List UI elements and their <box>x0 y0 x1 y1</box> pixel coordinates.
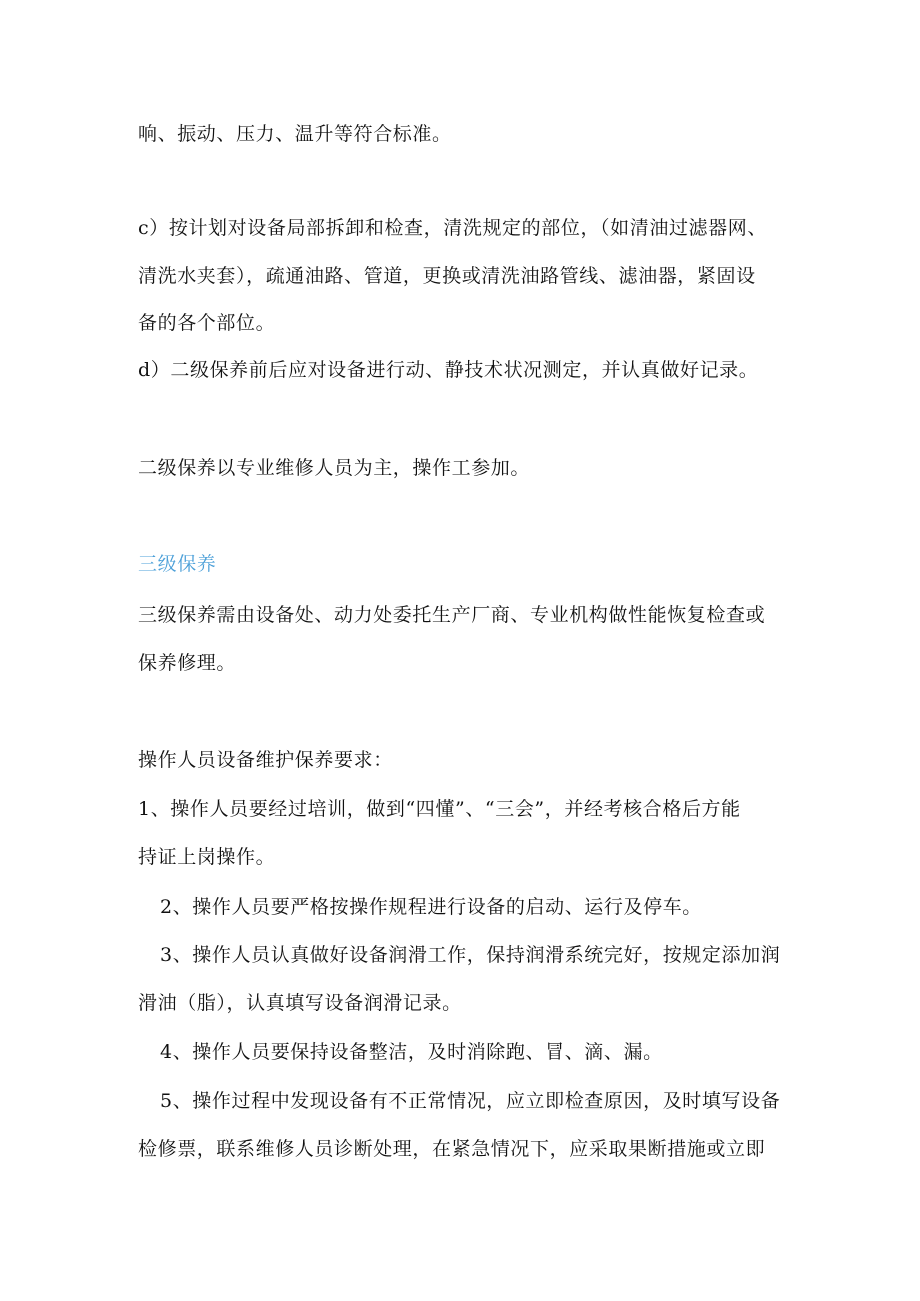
list-item-line: 5、操作过程中发现设备有不正常情况，应立即检查原因，及时填写设备 <box>160 1090 781 1112</box>
list-item-line: 持证上岗操作。 <box>138 846 276 868</box>
paragraph-line: 操作人员设备维护保养要求： <box>138 749 393 771</box>
paragraph-line: 二级保养以专业维修人员为主，操作工参加。 <box>138 457 531 479</box>
section-heading: 三级保养 <box>138 553 217 575</box>
paragraph-line: 响、振动、压力、温升等符合标准。 <box>138 123 452 145</box>
list-item-line: 检修票，联系维修人员诊断处理，在紧急情况下，应采取果断措施或立即 <box>138 1138 766 1160</box>
paragraph-line: 备的各个部位。 <box>138 312 276 334</box>
list-item-line: 4、操作人员要保持设备整洁，及时消除跑、冒、滴、漏。 <box>160 1041 663 1063</box>
list-item-line: 3、操作人员认真做好设备润滑工作，保持润滑系统完好，按规定添加润 <box>160 944 781 966</box>
list-item-line: 2、操作人员要严格按操作规程进行设备的启动、运行及停车。 <box>160 896 702 918</box>
paragraph-line: c）按计划对设备局部拆卸和检查，清洗规定的部位，（如清油过滤器网、 <box>138 217 767 239</box>
list-item-line: 1、操作人员要经过培训，做到“四懂”、“三会”，并经考核合格后方能 <box>138 798 741 820</box>
list-item-line: 滑油（脂），认真填写设备润滑记录。 <box>138 992 462 1014</box>
paragraph-line: 三级保养需由设备处、动力处委托生产厂商、专业机构做性能恢复检查或 <box>138 604 766 626</box>
paragraph-line: 保养修理。 <box>138 652 237 674</box>
paragraph-line: 清洗水夹套），疏通油路、管道，更换或清洗油路管线、滤油器，紧固设 <box>138 265 756 287</box>
paragraph-line: d）二级保养前后应对设备进行动、静技术状况测定，并认真做好记录。 <box>138 359 759 381</box>
